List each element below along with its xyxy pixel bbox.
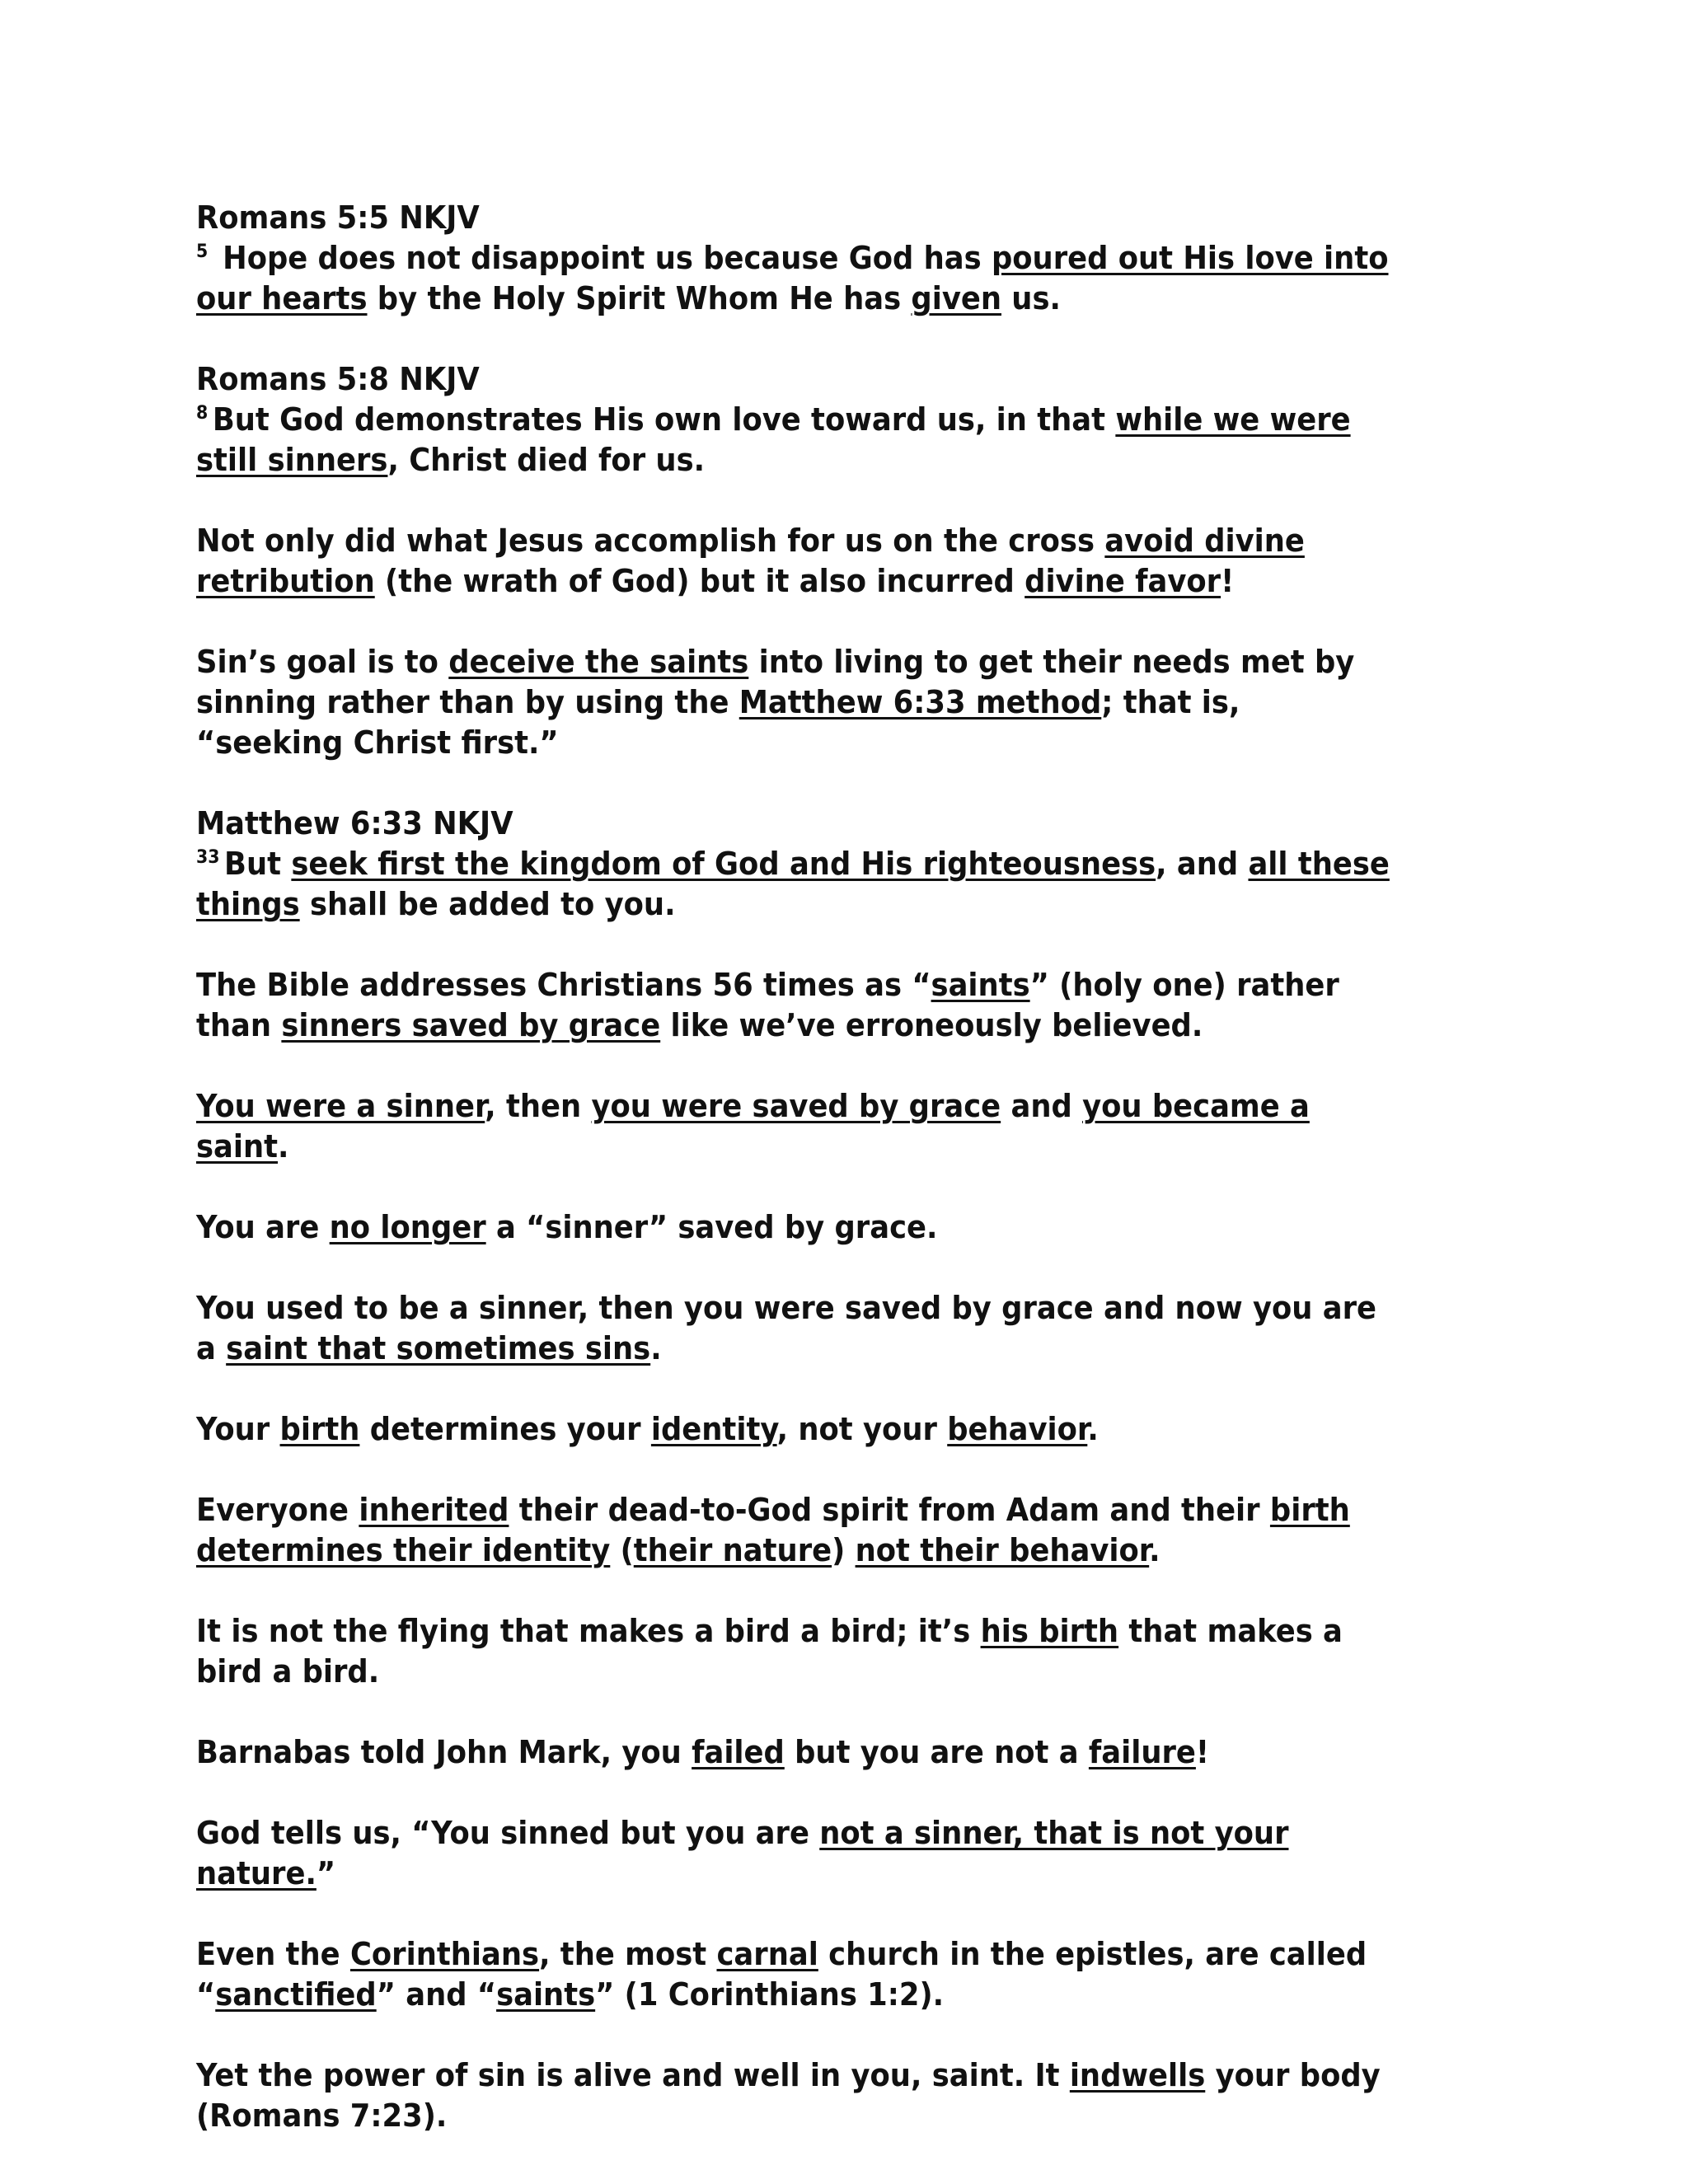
paragraph (196, 1732, 1392, 1773)
text-segment: , Christ died for us. (387, 442, 706, 478)
underlined-text: while we were still sinners (196, 401, 1351, 478)
underlined-text: not their behavior (855, 1532, 1150, 1568)
paragraph (196, 1409, 1392, 1450)
text-segment: Sin’s goal is to (196, 644, 449, 680)
underlined-text: given (911, 280, 1002, 316)
underlined-text: inherited (359, 1492, 509, 1528)
paragraph (196, 1813, 1392, 1894)
text-segment: Hope does not disappoint us because God has (212, 240, 992, 276)
text-segment: Yet the power of sin is alive and well in you, saint. It (196, 2057, 1070, 2093)
text-segment: and (1001, 1088, 1083, 1124)
text-segment: Barnabas told John Mark, you (196, 1734, 692, 1770)
text-segment: a “sinner” saved by grace. (485, 1209, 938, 1245)
text-segment: , the most (539, 1936, 717, 1972)
text-segment: ” (316, 1855, 336, 1891)
text-segment: your body (Romans 7:23). (196, 2057, 1381, 2134)
scripture-block (196, 198, 1392, 319)
paragraph (196, 1288, 1392, 1369)
text-segment: (the wrath of God) but it also incurred (374, 563, 1025, 599)
underlined-text: birth (279, 1411, 360, 1447)
text-segment: You are (196, 1209, 330, 1245)
verse-reference: Romans 5:8 NKJV (196, 361, 480, 397)
text-segment: by the Holy Spirit Whom He has (367, 280, 912, 316)
underlined-text: their nature (633, 1532, 832, 1568)
underlined-text: saints (496, 1976, 596, 2013)
text-segment: but you are not a (784, 1734, 1089, 1770)
verse-number: 33 (196, 847, 220, 868)
text-segment: . (650, 1330, 662, 1366)
text-segment: their dead-to-God spirit from Adam and their (509, 1492, 1270, 1528)
text-segment: Your (196, 1411, 280, 1447)
document-page (196, 198, 1392, 2177)
text-segment: ! (1221, 563, 1235, 599)
text-segment: ” (1 Corinthians 1:2). (595, 1976, 945, 2013)
text-segment: . (1149, 1532, 1160, 1568)
underlined-text: you were saved by grace (591, 1088, 1001, 1124)
paragraph (196, 1086, 1392, 1167)
text-segment: You used to be a sinner, then you were saved by grace and now you are a (196, 1290, 1376, 1366)
underlined-text: not a sinner, that is not your nature. (196, 1815, 1289, 1891)
text-segment: determines your (359, 1411, 651, 1447)
paragraph (196, 965, 1392, 1046)
text-segment: Everyone (196, 1492, 359, 1528)
underlined-text: You were a sinner (196, 1088, 485, 1124)
underlined-text: behavior (947, 1411, 1088, 1447)
text-segment: ! (1195, 1734, 1210, 1770)
verse-reference: Romans 5:5 NKJV (196, 199, 480, 236)
underlined-text: avoid divine retribution (196, 523, 1305, 599)
text-segment: shall be added to you. (299, 886, 676, 922)
text-segment: ” and “ (376, 1976, 497, 2013)
underlined-text: identity (650, 1411, 777, 1447)
underlined-text: sanctified (215, 1976, 377, 2013)
text-segment: , not your (776, 1411, 948, 1447)
text-segment: . (1087, 1411, 1099, 1447)
verse-reference: Matthew 6:33 NKJV (196, 805, 513, 841)
underlined-text: all these things (196, 846, 1390, 922)
underlined-text: seek first the kingdom of God and His righteousness (291, 846, 1156, 882)
text-segment: God tells us, “You sinned but you are (196, 1815, 820, 1851)
text-segment: It is not the flying that makes a bird a bird; it’s (196, 1613, 981, 1649)
underlined-text: indwells (1069, 2057, 1206, 2093)
text-segment: The Bible addresses Christians 56 times as “ (196, 967, 931, 1003)
text-segment: ) (832, 1532, 856, 1568)
underlined-text: no longer (329, 1209, 486, 1245)
text-segment: ” (holy one) rather than (196, 967, 1339, 1043)
verse-number: 8 (196, 403, 209, 424)
text-segment: ; that is, “seeking Christ first.” (196, 684, 1240, 761)
underlined-text: saints (931, 967, 1030, 1003)
text-segment: into living to get their needs met by sinning rather than by using the (196, 644, 1355, 720)
text-segment: ( (610, 1532, 634, 1568)
paragraph (196, 1934, 1392, 2015)
text-segment: us. (1001, 280, 1061, 316)
paragraph (196, 521, 1392, 602)
text-segment: But God demonstrates His own love toward us, in that (212, 401, 1116, 438)
underlined-text: failure (1088, 1734, 1196, 1770)
underlined-text: failed (692, 1734, 785, 1770)
verse-number: 5 (196, 241, 209, 262)
underlined-text: you became a saint (196, 1088, 1310, 1165)
underlined-text: saint that sometimes sins (226, 1330, 651, 1366)
paragraph (196, 1207, 1392, 1248)
text-segment: But (224, 846, 292, 882)
text-segment: church in the epistles, are called “ (196, 1936, 1367, 2013)
paragraph (196, 642, 1392, 763)
text-segment: . (278, 1128, 289, 1165)
underlined-text: carnal (716, 1936, 818, 1972)
scripture-block (196, 359, 1392, 480)
underlined-text: poured out His love into our hearts (196, 240, 1389, 316)
text-segment: that makes a bird a bird. (196, 1613, 1343, 1690)
underlined-text: deceive the saints (448, 644, 749, 680)
underlined-text: Corinthians (349, 1936, 540, 1972)
text-segment: , then (485, 1088, 592, 1124)
text-segment: Even the (196, 1936, 350, 1972)
paragraph (196, 2055, 1392, 2136)
scripture-block (196, 804, 1392, 925)
underlined-text: divine favor (1025, 563, 1221, 599)
text-segment: Not only did what Jesus accomplish for us on the cross (196, 523, 1105, 559)
underlined-text: birth determines their identity (196, 1492, 1350, 1568)
paragraph (196, 1611, 1392, 1692)
text-segment: , and (1156, 846, 1249, 882)
text-segment: like we’ve erroneously believed. (660, 1007, 1203, 1043)
underlined-text: sinners saved by grace (281, 1007, 661, 1043)
paragraph (196, 1490, 1392, 1571)
underlined-text: Matthew 6:33 method (738, 684, 1102, 720)
underlined-text: his birth (980, 1613, 1119, 1649)
